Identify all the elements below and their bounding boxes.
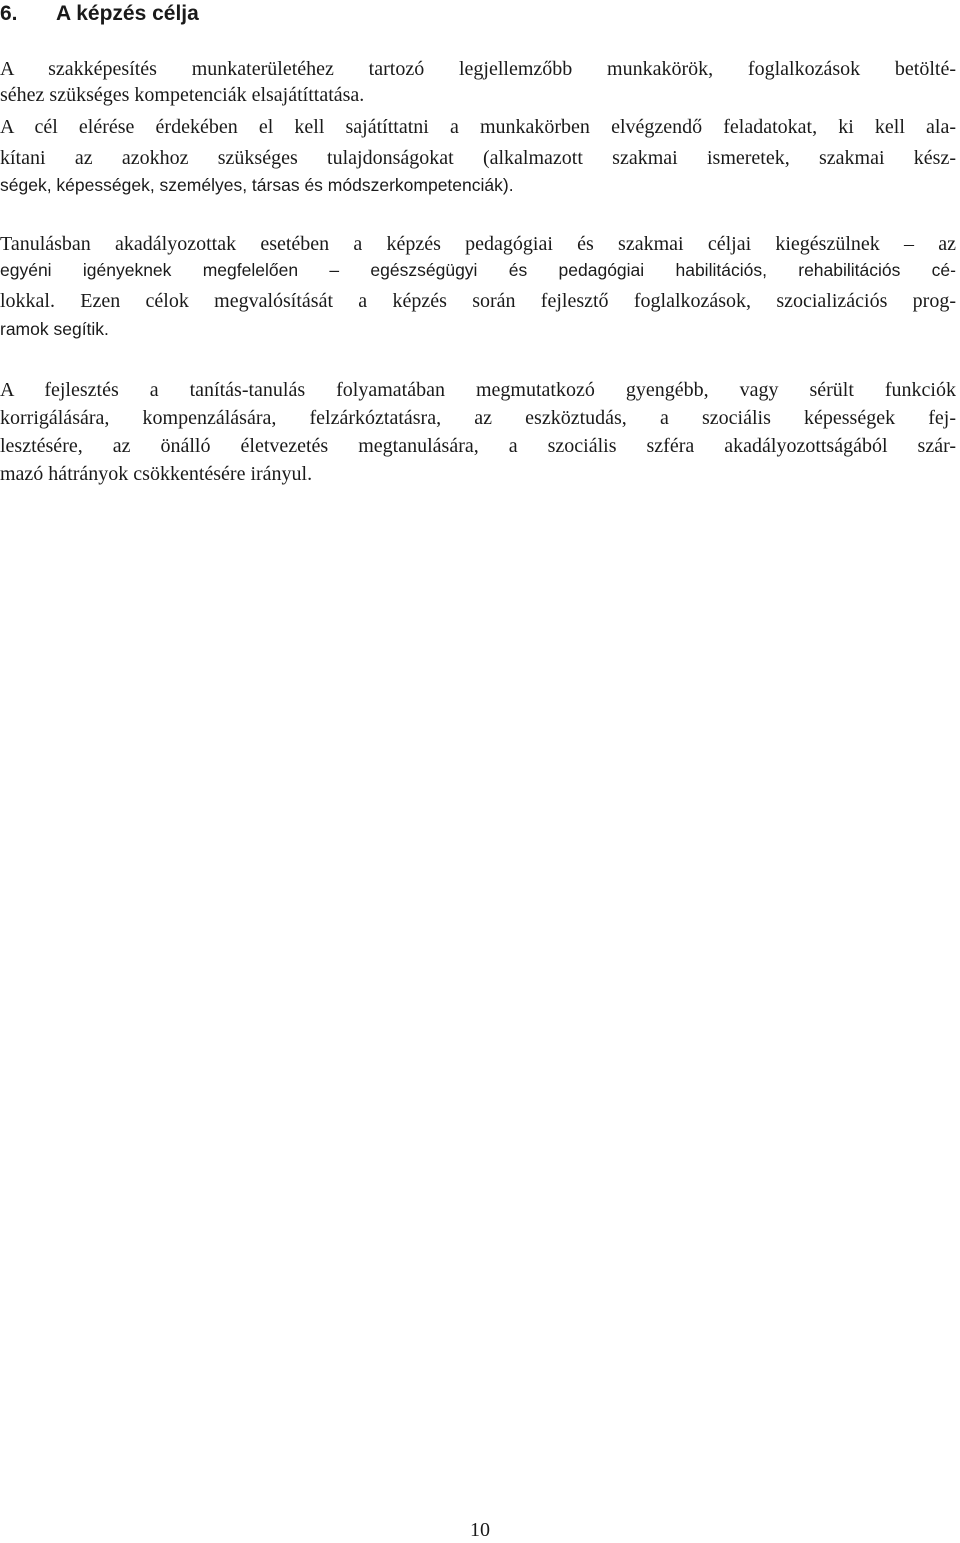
paragraph-2-line-2: kítani az azokhoz szükséges tulajdonságokat (alkalmazott szakmai ismeretek, szakmai kész- <box>0 147 956 169</box>
paragraph-1-line-2: séhez szükséges kompetenciák elsajátíttatása. <box>0 84 365 106</box>
paragraph-2-line-3: ségek, képességek, személyes, társas és módszerkompetenciák). <box>0 175 514 195</box>
paragraph-3-line-2: egyéni igényeknek megfelelően – egészségügyi és pedagógiai habilitációs, rehabilitációs cé- <box>0 260 956 280</box>
paragraph-3-line-3: lokkal. Ezen célok megvalósítását a képzés során fejlesztő foglalkozások, szocializációs prog- <box>0 290 956 312</box>
page-number: 10 <box>470 1519 490 1541</box>
section-heading <box>0 0 960 30</box>
paragraph-4-line-2: korrigálására, kompenzálására, felzárkóztatásra, az eszköztudás, a szociális képességek fej- <box>0 407 956 429</box>
paragraph-4-line-1: A fejlesztés a tanítás-tanulás folyamatában megmutatkozó gyengébb, vagy sérült funkciók <box>0 379 956 401</box>
section-number: 6. <box>0 2 18 25</box>
paragraph-2-line-1: A cél elérése érdekében el kell sajátíttatni a munkakörben elvégzendő feladatokat, ki kell ala- <box>0 116 956 138</box>
paragraph-4-line-4: mazó hátrányok csökkentésére irányul. <box>0 463 313 485</box>
section-title: A képzés célja <box>56 2 199 25</box>
paragraph-4-line-3: lesztésére, az önálló életvezetés megtanulására, a szociális szféra akadályozottságából szár- <box>0 435 956 457</box>
paragraph-3-line-4: ramok segítik. <box>0 319 109 339</box>
paragraph-3-line-1: Tanulásban akadályozottak esetében a képzés pedagógiai és szakmai céljai kiegészülnek – az <box>0 233 956 255</box>
paragraph-1-line-1: A szakképesítés munkaterületéhez tartozó legjellemzőbb munkakörök, foglalkozások betölté- <box>0 58 956 80</box>
